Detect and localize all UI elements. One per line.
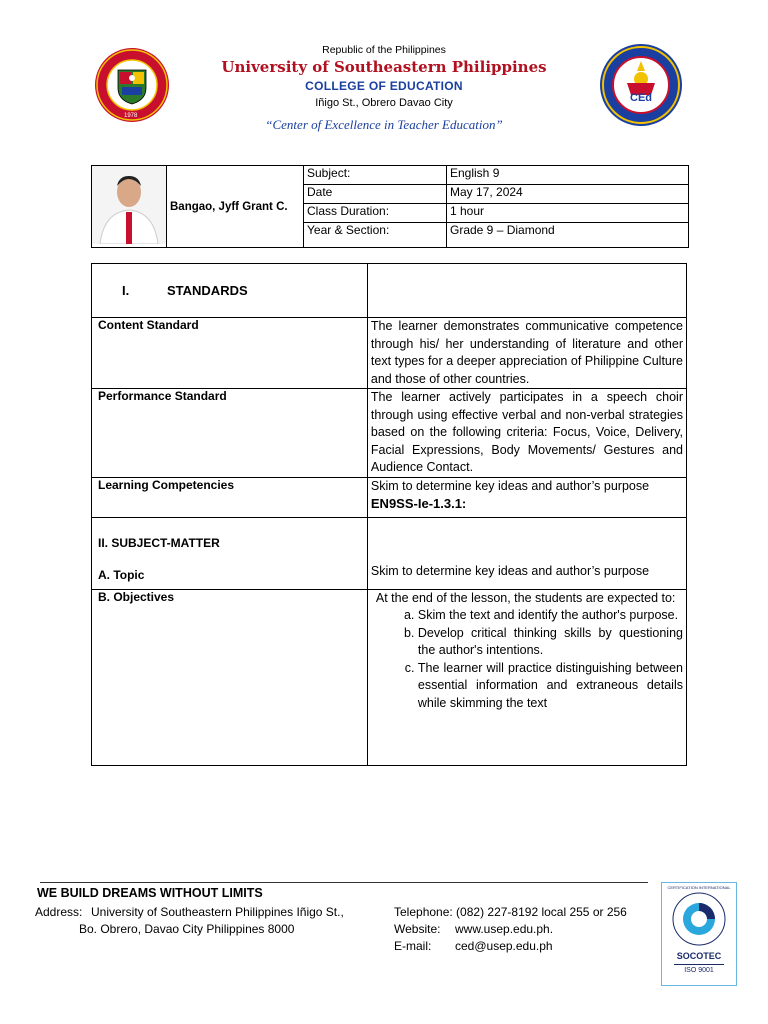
standards-number: I. bbox=[122, 283, 130, 298]
lesson-plan-table bbox=[91, 263, 687, 766]
content-standard-text: The learner demonstrates communicative competence through his/ her understanding of literature and other text types for a deeper appreciation of Philippine Culture and those of other countries. bbox=[367, 318, 686, 389]
standards-heading bbox=[92, 264, 368, 318]
cert-ring-text: CERTIFICATION INTERNATIONAL bbox=[667, 885, 731, 890]
footer-address bbox=[35, 904, 344, 938]
topic-label: A. Topic bbox=[98, 567, 145, 582]
website-label: Website: bbox=[394, 922, 441, 936]
teacher-name: Bangao, Jyff Grant C. bbox=[167, 166, 304, 248]
competencies-code: EN9SS-Ie-1.3.1: bbox=[370, 496, 467, 511]
competencies-label: Learning Competencies bbox=[92, 477, 368, 517]
objectives-label: B. Objectives bbox=[92, 589, 368, 765]
objectives-intro: At the end of the lesson, the students are expected to: bbox=[375, 590, 676, 605]
address-line1: University of Southeastern Philippines Iñigo St., bbox=[91, 905, 344, 919]
subject-label: Subject: bbox=[304, 166, 447, 185]
email-label: E-mail: bbox=[394, 939, 432, 953]
telephone: Telephone: (082) 227-8192 local 255 or 256 bbox=[394, 905, 627, 919]
content-standard-label: Content Standard bbox=[92, 318, 368, 389]
topic-text: Skim to determine key ideas and author’s purpose bbox=[370, 564, 650, 578]
usep-seal-year: 1978 bbox=[124, 113, 138, 119]
address-line2: Bo. Obrero, Davao City Philippines 8000 bbox=[79, 922, 295, 936]
objectives-list bbox=[376, 607, 683, 712]
date-value: May 17, 2024 bbox=[447, 184, 689, 203]
ced-logo-text: CEd bbox=[630, 92, 652, 104]
objectives-cell bbox=[367, 589, 686, 765]
subject-matter-label: II. SUBJECT-MATTER bbox=[98, 535, 220, 550]
date-label: Date bbox=[304, 184, 447, 203]
footer-contact bbox=[394, 904, 627, 955]
republic-line: Republic of the Philippines bbox=[322, 44, 446, 56]
teacher-photo bbox=[92, 166, 167, 248]
ced-logo bbox=[599, 43, 683, 127]
footer-divider bbox=[40, 882, 648, 883]
teacher-info-table bbox=[91, 165, 689, 248]
university-name: University of Southeastern Philippines bbox=[221, 58, 547, 76]
section-label: Year & Section: bbox=[304, 222, 447, 247]
college-name: COLLEGE OF EDUCATION bbox=[305, 79, 463, 93]
objective-item: a. Skim the text and identify the author's purpose. bbox=[418, 607, 683, 625]
cert-brand: SOCOTEC bbox=[676, 951, 722, 961]
competencies-text: Skim to determine key ideas and author’s purpose bbox=[370, 478, 650, 493]
subject-matter-cell bbox=[92, 517, 368, 589]
duration-value: 1 hour bbox=[447, 203, 689, 222]
socotec-icon bbox=[662, 883, 736, 953]
subject-value: English 9 bbox=[447, 166, 689, 185]
competencies-cell bbox=[367, 477, 686, 517]
cert-iso: ISO 9001 bbox=[684, 967, 714, 974]
topic-cell bbox=[367, 517, 686, 589]
performance-standard-text: The learner actively participates in a speech choir through using effective verbal and non-verbal strategies based on the following criteria: Focus, Voice, Delivery, Facial Expressions, Body Movements/ Gestures and Audience Contact. bbox=[367, 389, 686, 478]
address-label: Address: bbox=[35, 905, 83, 919]
motto: “Center of Excellence in Teacher Education” bbox=[265, 117, 503, 132]
socotec-iso-badge bbox=[661, 882, 737, 986]
duration-label: Class Duration: bbox=[304, 203, 447, 222]
header-address: Iñigo St., Obrero Davao City bbox=[315, 97, 453, 109]
footer-slogan: WE BUILD DREAMS WITHOUT LIMITS bbox=[37, 886, 263, 900]
objective-item: b. Develop critical thinking skills by questioning the author's intentions. bbox=[418, 625, 683, 660]
email-link[interactable]: ced@usep.edu.ph bbox=[455, 939, 553, 953]
standards-title: STANDARDS bbox=[167, 283, 248, 298]
performance-standard-label: Performance Standard bbox=[92, 389, 368, 478]
section-value: Grade 9 – Diamond bbox=[447, 222, 689, 247]
objective-item: c. The learner will practice distinguishing between essential information and extraneous details while skimming the text bbox=[418, 660, 683, 713]
website-link[interactable]: www.usep.edu.ph. bbox=[455, 922, 554, 936]
